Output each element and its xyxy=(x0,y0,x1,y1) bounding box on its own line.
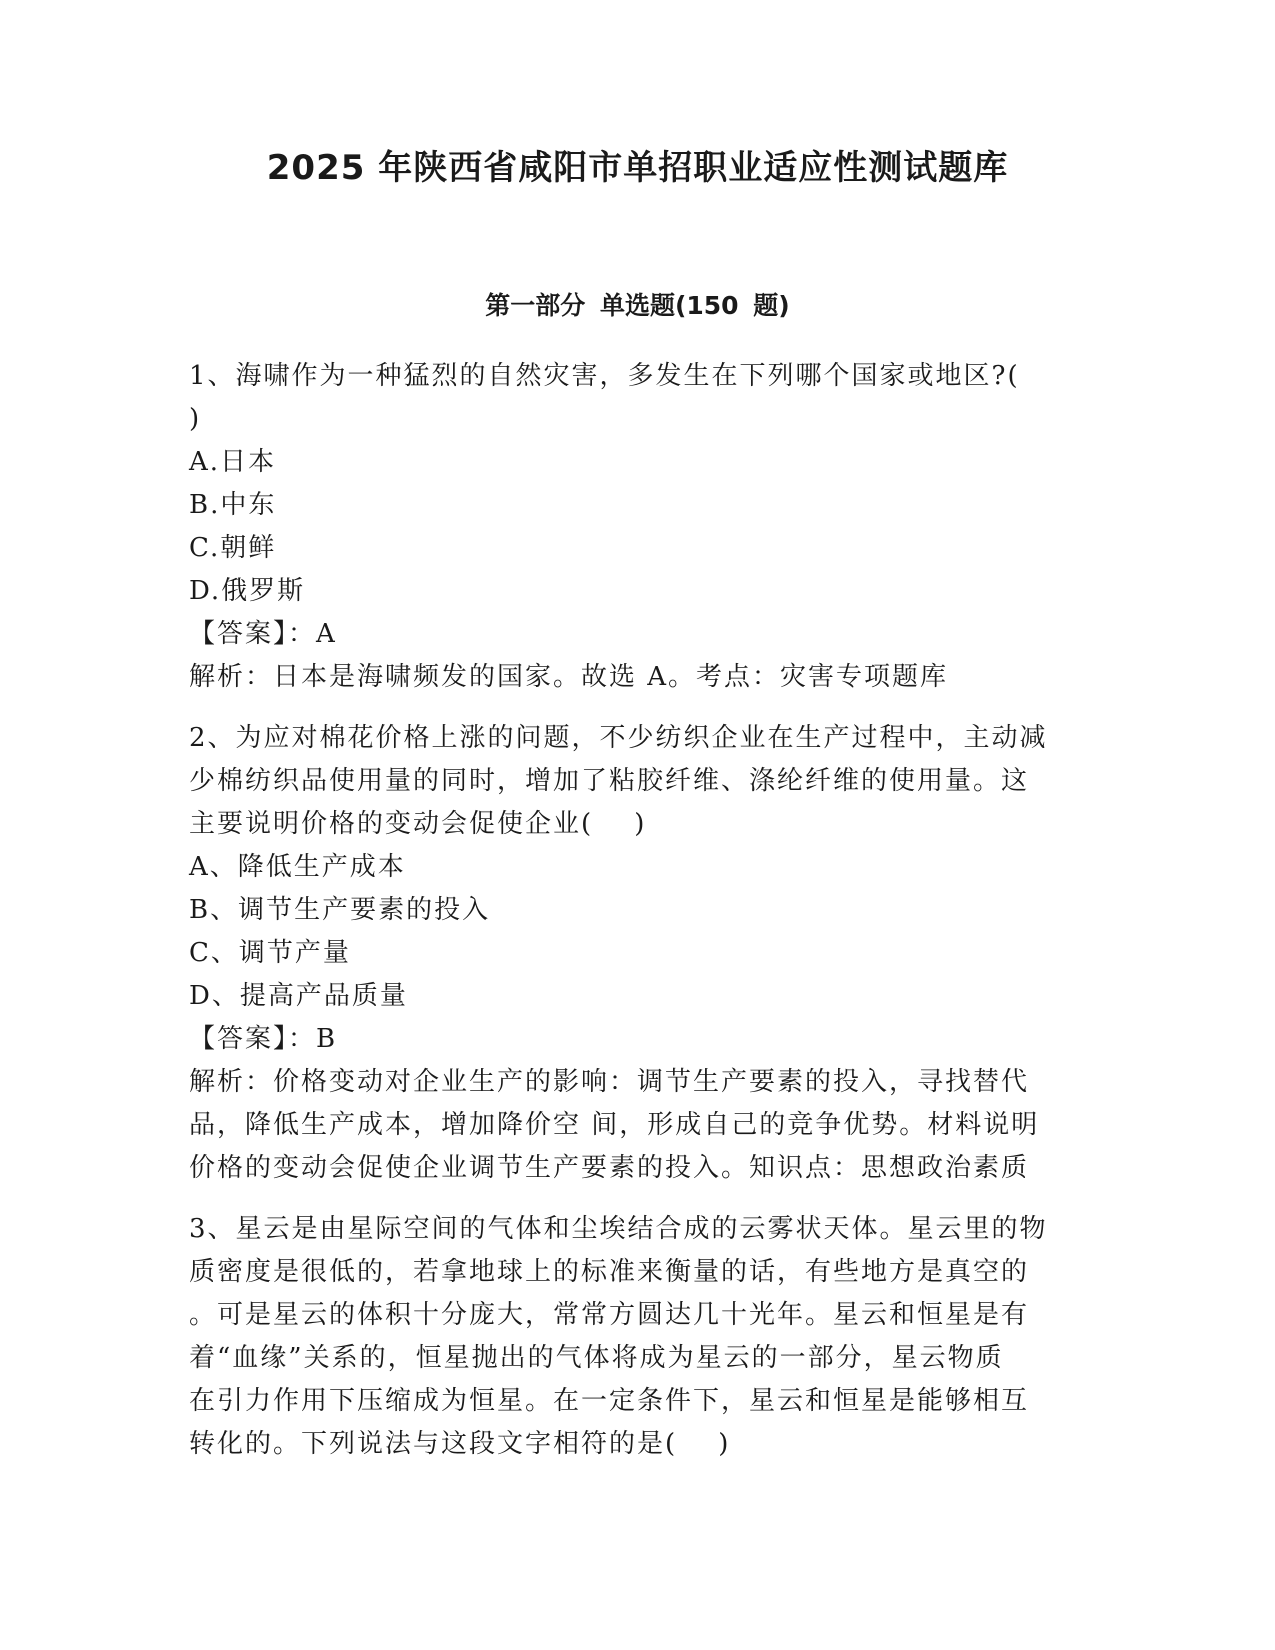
analysis-line: 品，降低生产成本，增加降价空 间，形成自己的竞争优势。材料说明 xyxy=(189,1110,1040,1140)
document-title: 2025 年陕西省咸阳市单招职业适应性测试题库 xyxy=(266,148,1009,188)
question-stem-line: 主要说明价格的变动会促使企业( ) xyxy=(189,809,647,839)
question-2 xyxy=(189,717,1079,1190)
question-stem-line: 1、海啸作为一种猛烈的自然灾害，多发生在下列哪个国家或地区?( xyxy=(189,361,1020,391)
option-c: C.朝鲜 xyxy=(189,533,277,563)
analysis-line: 解析：价格变动对企业生产的影响：调节生产要素的投入，寻找替代 xyxy=(189,1067,1030,1097)
option-c: C、调节产量 xyxy=(189,938,351,968)
answer-line: 【答案】：B xyxy=(189,1024,338,1054)
option-a: A、降低生产成本 xyxy=(189,852,406,882)
option-b: B、调节生产要素的投入 xyxy=(189,895,491,925)
answer-line: 【答案】：A xyxy=(189,619,337,649)
question-stem-line: 少棉纺织品使用量的同时，增加了粘胶纤维、涤纶纤维的使用量。这 xyxy=(189,766,1030,796)
question-list xyxy=(189,355,1079,1484)
option-a: A.日本 xyxy=(189,447,277,477)
option-d: D.俄罗斯 xyxy=(189,576,306,606)
question-stem-line: ) xyxy=(189,404,202,434)
analysis-line: 价格的变动会促使企业调节生产要素的投入。知识点：思想政治素质 xyxy=(189,1153,1030,1183)
question-1 xyxy=(189,355,1079,699)
question-stem-line: 。可是星云的体积十分庞大，常常方圆达几十光年。星云和恒星是有 xyxy=(189,1300,1030,1330)
analysis-line: 解析：日本是海啸频发的国家。故选 A。考点：灾害专项题库 xyxy=(189,662,949,692)
question-stem-line: 在引力作用下压缩成为恒星。在一定条件下，星云和恒星是能够相互 xyxy=(189,1386,1030,1416)
question-stem-line: 转化的。下列说法与这段文字相符的是( ) xyxy=(189,1429,731,1459)
option-d: D、提高产品质量 xyxy=(189,981,408,1011)
option-b: B.中东 xyxy=(189,490,277,520)
section-heading: 第一部分 单选题(150 题) xyxy=(485,291,790,320)
question-stem-line: 着“血缘”关系的，恒星抛出的气体将成为星云的一部分，星云物质 xyxy=(189,1343,1004,1373)
question-stem-line: 2、为应对棉花价格上涨的问题，不少纺织企业在生产过程中，主动减 xyxy=(189,723,1048,753)
question-3 xyxy=(189,1208,1079,1466)
question-stem-line: 3、星云是由星际空间的气体和尘埃结合成的云雾状天体。星云里的物 xyxy=(189,1214,1048,1244)
question-stem-line: 质密度是很低的，若拿地球上的标准来衡量的话，有些地方是真空的 xyxy=(189,1257,1030,1287)
